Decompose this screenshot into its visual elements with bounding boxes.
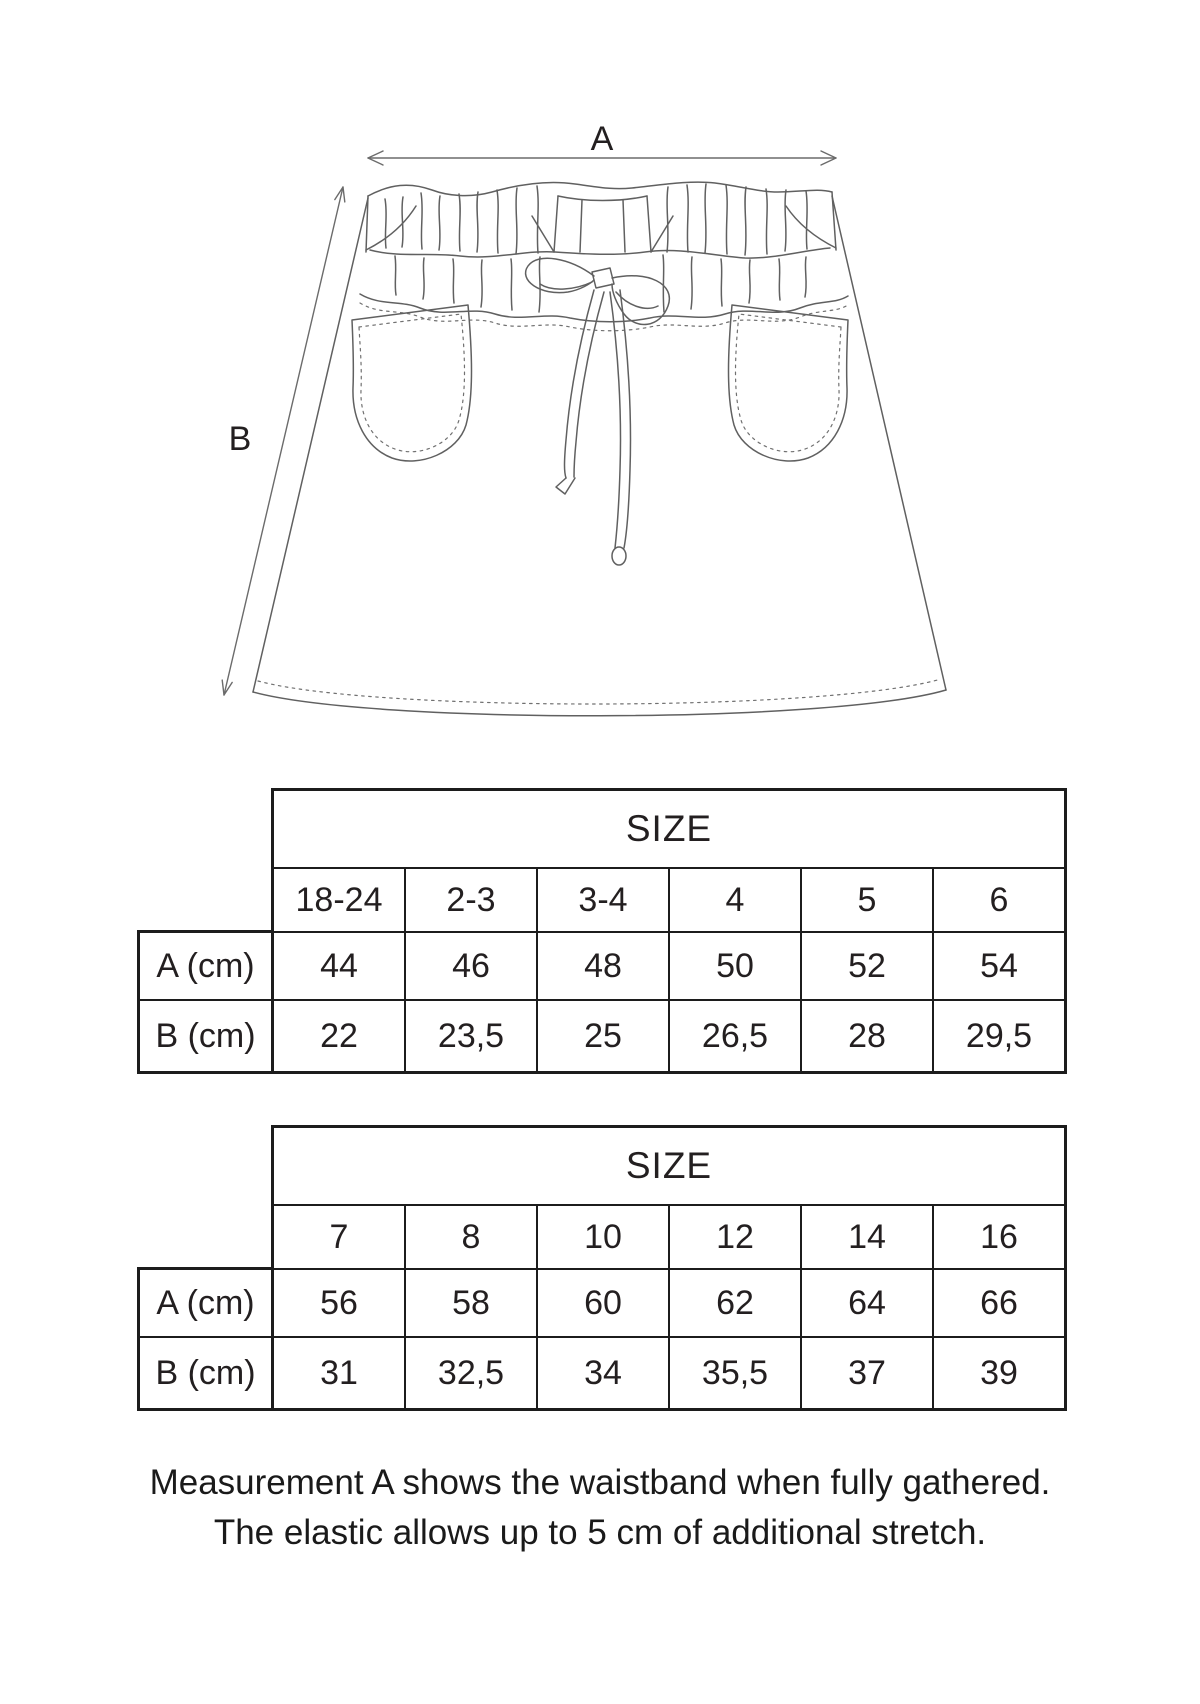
note-line-2: The elastic allows up to 5 cm of additional stretch.: [213, 1513, 987, 1552]
size-cell: 2-3: [405, 868, 537, 932]
measurement-cell: 62: [669, 1269, 801, 1337]
measurement-cell: 22: [273, 1000, 405, 1072]
size-cell: 5: [801, 868, 933, 932]
measurement-cell: 32,5: [405, 1337, 537, 1409]
measurement-cell: 29,5: [933, 1000, 1065, 1072]
dimension-a-label: A: [590, 120, 614, 158]
measurement-cell: 56: [273, 1269, 405, 1337]
size-table-kids-labels: [137, 1267, 271, 1411]
drawstring-bow: [526, 258, 670, 565]
size-cell: 18-24: [273, 868, 405, 932]
measurement-cell: 48: [537, 932, 669, 1000]
measurement-cell: 37: [801, 1337, 933, 1409]
pocket-right: [729, 305, 849, 461]
measurement-cell: 64: [801, 1269, 933, 1337]
measurement-note: [0, 1458, 1200, 1558]
row-label-b: B (cm): [139, 1000, 271, 1072]
measurement-cell: 34: [537, 1337, 669, 1409]
measurement-cell: 31: [273, 1337, 405, 1409]
size-cell: 14: [801, 1205, 933, 1269]
size-cell: 8: [405, 1205, 537, 1269]
size-table-header: SIZE: [273, 790, 1065, 868]
measurement-cell: 52: [801, 932, 933, 1000]
size-cell: 10: [537, 1205, 669, 1269]
waistband: [360, 182, 848, 331]
skirt-outline: [253, 196, 946, 716]
row-label-a: A (cm): [139, 932, 271, 1000]
measurement-cell: 50: [669, 932, 801, 1000]
measurement-cell: 23,5: [405, 1000, 537, 1072]
size-cell: 7: [273, 1205, 405, 1269]
measurement-cell: 46: [405, 932, 537, 1000]
measurement-cell: 26,5: [669, 1000, 801, 1072]
dimension-b-label: B: [228, 420, 252, 458]
pocket-left: [352, 305, 472, 461]
measurement-cell: 58: [405, 1269, 537, 1337]
measurement-cell: 25: [537, 1000, 669, 1072]
size-table-kids: [271, 1125, 1067, 1411]
measurement-cell: 28: [801, 1000, 933, 1072]
hem: [253, 679, 946, 716]
measurement-cell: 35,5: [669, 1337, 801, 1409]
measurement-cell: 60: [537, 1269, 669, 1337]
size-table-toddler: [271, 788, 1067, 1074]
size-cell: 4: [669, 868, 801, 932]
measurement-cell: 54: [933, 932, 1065, 1000]
dimension-a-arrow: [368, 120, 836, 165]
measurement-cell: 39: [933, 1337, 1065, 1409]
size-table-header: SIZE: [273, 1127, 1065, 1205]
size-cell: 12: [669, 1205, 801, 1269]
size-cell: 16: [933, 1205, 1065, 1269]
size-cell: 3-4: [537, 868, 669, 932]
skirt-technical-drawing: [0, 0, 1200, 740]
measurement-cell: 66: [933, 1269, 1065, 1337]
row-label-a: A (cm): [139, 1269, 271, 1337]
row-label-b: B (cm): [139, 1337, 271, 1409]
size-cell: 6: [933, 868, 1065, 932]
size-table-toddler-labels: [137, 930, 271, 1074]
note-line-1: Measurement A shows the waistband when fully gathered.: [149, 1463, 1051, 1502]
measurement-cell: 44: [273, 932, 405, 1000]
dimension-b-arrow: [222, 187, 345, 695]
